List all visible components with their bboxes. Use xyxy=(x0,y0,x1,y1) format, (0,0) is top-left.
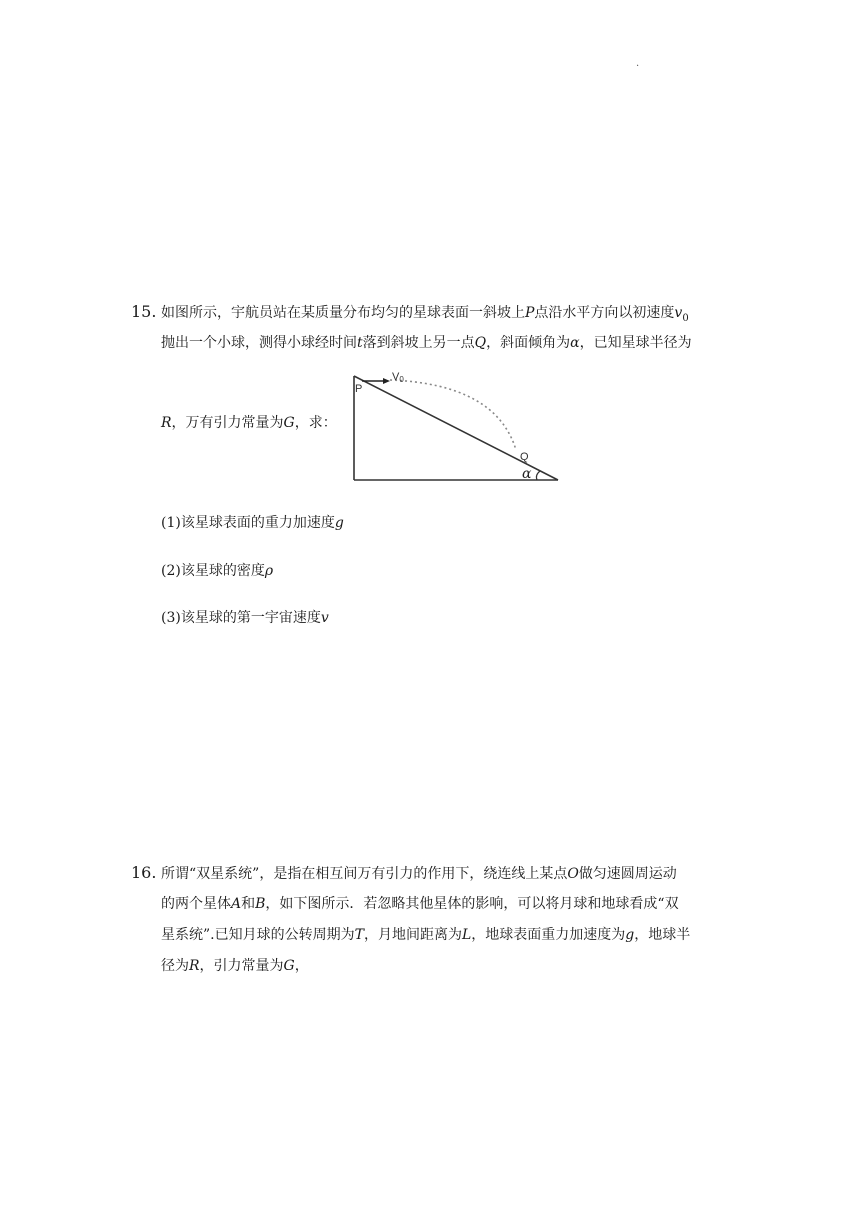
q15-sub-2: (2)该星球的密度ρ xyxy=(161,563,274,579)
label-p: P xyxy=(355,383,363,395)
header-dot: . xyxy=(636,58,640,69)
question-16-number: 16. xyxy=(131,863,157,882)
q15-sub-1: (1)该星球表面的重力加速度g xyxy=(161,515,344,531)
incline-projectile-figure xyxy=(346,364,570,488)
q15-line-3: R，万有引力常量为G，求： xyxy=(161,415,337,431)
question-15-number: 15. xyxy=(131,302,157,321)
label-q: Q xyxy=(520,451,529,463)
label-v0: V0 xyxy=(392,371,404,384)
q15-line-2: 抛出一个小球，测得小球经时间t落到斜坡上另一点Q，斜面倾角为α，已知星球半径为 xyxy=(161,335,692,351)
q15-line-1: 如图所示，宇航员站在某质量分布均匀的星球表面一斜坡上P点沿水平方向以初速度$v_0$ xyxy=(161,305,689,324)
q15-sub-3: (3)该星球的第一宇宙速度v xyxy=(161,610,329,626)
q16-line-3: 星系统”.已知月球的公转周期为T，月地间距离为L，地球表面重力加速度为g，地球半 xyxy=(161,927,691,943)
q16-line-2: 的两个星体A和B，如下图所示．若忽略其他星体的影响，可以将月球和地球看成“双 xyxy=(161,896,679,912)
label-alpha: α xyxy=(522,466,532,482)
q16-line-1: 所谓“双星系统”，是指在相互间万有引力的作用下，绕连线上某点O做匀速圆周运动 xyxy=(161,866,677,882)
q16-line-4: 径为R，引力常量为G， xyxy=(161,958,309,974)
